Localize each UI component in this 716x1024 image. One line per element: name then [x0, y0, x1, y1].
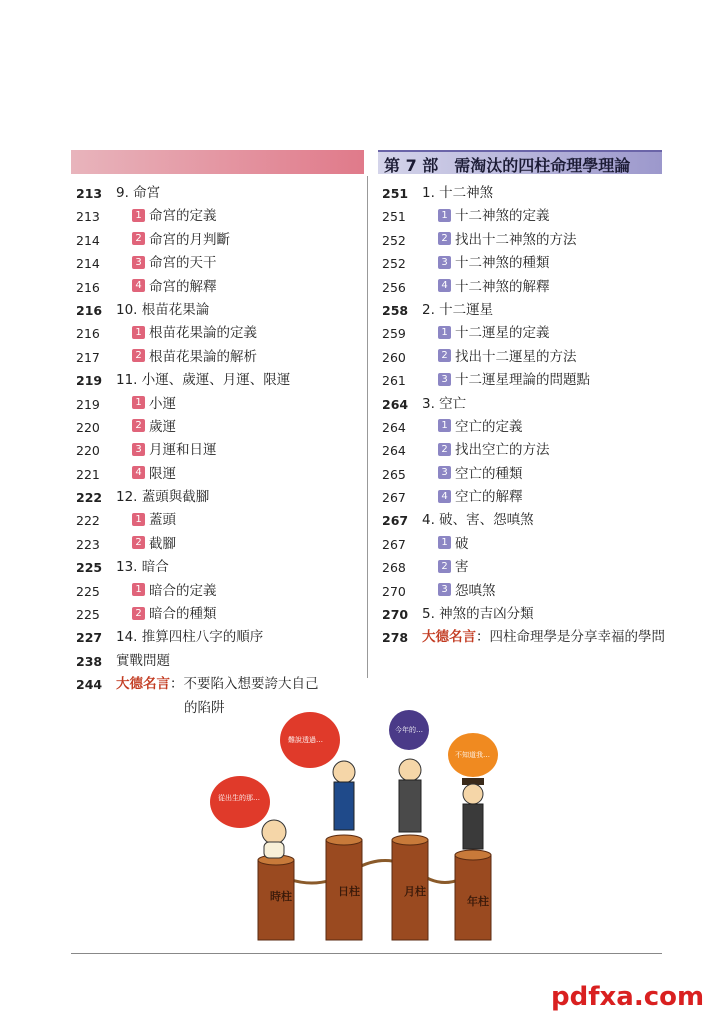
toc-section-row[interactable] — [382, 252, 672, 275]
section-number-badge: 4 — [132, 279, 145, 292]
section-entry — [438, 580, 496, 603]
page-number: 258 — [382, 302, 409, 318]
section-number-badge: 1 — [132, 513, 145, 526]
pillar-day-label: 日柱 — [338, 885, 360, 898]
toc-section-row[interactable] — [76, 346, 366, 369]
section-title: 小運 — [149, 395, 176, 412]
section-number-badge: 4 — [438, 279, 451, 292]
toc-section-row[interactable] — [76, 205, 366, 228]
section-number-badge: 2 — [132, 232, 145, 245]
right-toc-column — [382, 182, 672, 650]
toc-section-row[interactable] — [76, 603, 366, 626]
toc-section-row[interactable] — [382, 369, 672, 392]
section-entry — [132, 205, 217, 228]
section-title: 限運 — [149, 465, 176, 482]
section-entry — [132, 509, 176, 532]
quote-text-line2: 的陷阱 — [184, 699, 225, 716]
section-number-badge: 2 — [132, 349, 145, 362]
page-number: 225 — [76, 607, 100, 623]
toc-chapter-row[interactable] — [382, 393, 672, 416]
page-number: 216 — [76, 326, 100, 342]
section-number-badge: 2 — [132, 607, 145, 620]
toc-chapter-row[interactable] — [76, 369, 366, 392]
section-number-badge: 3 — [438, 256, 451, 269]
section-number-badge: 1 — [438, 209, 451, 222]
toc-chapter-row[interactable] — [382, 603, 672, 626]
section-title: 命宮的解釋 — [149, 278, 217, 295]
toc-chapter-row[interactable] — [382, 182, 672, 205]
page-number: 222 — [76, 490, 103, 506]
page-number: 252 — [382, 256, 406, 272]
section-number-badge: 3 — [132, 443, 145, 456]
section-entry — [438, 533, 469, 556]
section-number-badge: 3 — [438, 583, 451, 596]
section-entry — [438, 439, 550, 462]
pillar-month-label: 月柱 — [404, 885, 426, 898]
page-number: 221 — [76, 466, 100, 482]
page-number: 270 — [382, 583, 406, 599]
quote-label: 大德名言 — [116, 676, 170, 693]
section-entry — [132, 439, 217, 462]
page-number: 220 — [76, 419, 100, 435]
part-header-bar — [378, 150, 662, 174]
section-title: 蓋頭 — [149, 512, 176, 529]
section-title: 命宮的月判斷 — [149, 231, 230, 248]
section-number-badge: 1 — [132, 209, 145, 222]
section-number-badge: 2 — [438, 443, 451, 456]
page-number: 214 — [76, 232, 100, 248]
section-number-badge: 4 — [438, 490, 451, 503]
section-number-badge: 2 — [438, 232, 451, 245]
toc-section-row[interactable] — [382, 439, 672, 462]
page-number: 252 — [382, 232, 406, 248]
section-entry — [132, 533, 176, 556]
quote-text: ：四柱命理學是分享幸福的學問 — [476, 629, 665, 646]
page-number: 256 — [382, 279, 406, 295]
page-number: 216 — [76, 302, 103, 318]
page-number: 219 — [76, 373, 103, 389]
page-number: 259 — [382, 326, 406, 342]
section-title: 害 — [455, 559, 469, 576]
chapter-title: 3. 空亡 — [422, 395, 467, 412]
section-title: 十二運星理論的問題點 — [455, 372, 590, 389]
pillar-day — [326, 835, 362, 940]
section-title: 十二神煞的定義 — [455, 208, 550, 225]
section-number-badge: 1 — [132, 326, 145, 339]
section-title: 找出十二神煞的方法 — [455, 231, 577, 248]
section-title: 怨嗔煞 — [455, 582, 496, 599]
bubble-baby-text: 從出生的那… — [218, 794, 260, 802]
chapter-title: 14. 推算四柱八字的順序 — [116, 629, 264, 646]
section-entry — [132, 603, 217, 626]
page-number: 251 — [382, 209, 406, 225]
section-title: 空亡的定義 — [455, 418, 523, 435]
page-number: 270 — [382, 607, 409, 623]
page-number: 213 — [76, 186, 103, 201]
page-number: 268 — [382, 560, 406, 576]
toc-chapter-row[interactable] — [76, 182, 366, 205]
toc-section-row[interactable] — [76, 439, 366, 462]
pillar-year — [455, 850, 491, 940]
section-title: 根苗花果論的解析 — [149, 348, 257, 365]
section-number-badge: 3 — [438, 466, 451, 479]
toc-chapter-row[interactable] — [382, 509, 672, 532]
section-title: 月運和日運 — [149, 442, 217, 459]
section-number-badge: 2 — [438, 349, 451, 362]
quote-row[interactable] — [382, 626, 672, 649]
section-number-badge: 3 — [438, 373, 451, 386]
section-entry — [438, 369, 590, 392]
toc-chapter-row[interactable] — [76, 299, 366, 322]
section-entry — [438, 205, 550, 228]
toc-chapter-row[interactable] — [76, 650, 366, 673]
page-number: 222 — [76, 513, 100, 529]
page-number: 225 — [76, 583, 100, 599]
chapter-title: 5. 神煞的吉凶分類 — [422, 606, 534, 623]
section-entry — [132, 322, 257, 345]
businessman-figure — [399, 759, 421, 832]
section-entry — [438, 463, 523, 486]
section-entry — [438, 486, 523, 509]
watermark: pdfxa.com — [551, 982, 705, 1012]
section-title: 截腳 — [149, 535, 176, 552]
toc-section-row[interactable] — [382, 486, 672, 509]
pillar-year-label: 年柱 — [467, 895, 489, 908]
page-number: 227 — [76, 630, 103, 646]
toc-section-row[interactable] — [76, 580, 366, 603]
page-number: 267 — [382, 536, 406, 552]
chapter-title: 12. 蓋頭與截腳 — [116, 489, 210, 506]
toc-section-row[interactable] — [382, 416, 672, 439]
bubble-old-man-text: 不知道我… — [455, 751, 490, 759]
chapter-title: 13. 暗合 — [116, 559, 169, 576]
left-toc-column — [76, 182, 366, 720]
quote-text: ：不要陷入想要誇大自己 — [170, 676, 319, 693]
section-entry — [438, 346, 577, 369]
toc-section-row[interactable] — [76, 416, 366, 439]
page-number: 216 — [76, 279, 100, 295]
quote-entry — [422, 626, 665, 649]
section-title: 歲運 — [149, 418, 176, 435]
section-entry — [132, 229, 230, 252]
section-number-badge: 3 — [132, 256, 145, 269]
section-number-badge: 2 — [132, 536, 145, 549]
page-number: 238 — [76, 653, 103, 669]
toc-chapter-row[interactable] — [76, 556, 366, 579]
toc-chapter-row[interactable] — [382, 299, 672, 322]
toc-section-row[interactable] — [76, 463, 366, 486]
footer-rule — [71, 953, 662, 954]
page-number: 267 — [382, 513, 409, 529]
toc-section-row[interactable] — [382, 229, 672, 252]
bubble-baby — [210, 776, 270, 828]
pillar-hour — [258, 855, 294, 940]
part-title: 第 7 部 需淘汰的四柱命理學理論 — [384, 156, 631, 175]
chapter-title: 9. 命宮 — [116, 185, 161, 201]
toc-section-row[interactable] — [76, 252, 366, 275]
section-entry — [438, 416, 523, 439]
section-entry — [132, 393, 176, 416]
section-number-badge: 1 — [438, 326, 451, 339]
page-number: 264 — [382, 419, 406, 435]
quote-row[interactable] — [76, 673, 366, 696]
section-number-badge: 1 — [438, 536, 451, 549]
pillar-month — [392, 835, 428, 940]
page-number: 264 — [382, 396, 409, 412]
left-section-header-bar — [71, 150, 364, 174]
rope — [270, 860, 475, 883]
quote-label: 大德名言 — [422, 629, 476, 646]
chapter-title: 11. 小運、歲運、月運、限運 — [116, 372, 291, 389]
page-number: 223 — [76, 536, 100, 552]
bubble-businessman — [389, 710, 429, 750]
section-title: 十二神煞的解釋 — [455, 278, 550, 295]
section-title: 暗合的種類 — [149, 606, 217, 623]
fortune-pillars-illustration — [200, 710, 510, 945]
section-entry — [132, 252, 217, 275]
section-number-badge: 4 — [132, 466, 145, 479]
section-title: 根苗花果論的定義 — [149, 325, 257, 342]
section-number-badge: 1 — [132, 583, 145, 596]
page-number: 251 — [382, 186, 409, 201]
toc-chapter-row[interactable] — [76, 626, 366, 649]
section-title: 命宮的天干 — [149, 255, 217, 272]
section-entry — [132, 463, 176, 486]
toc-section-row[interactable] — [76, 229, 366, 252]
quote-entry — [116, 673, 319, 696]
section-title: 找出十二運星的方法 — [455, 348, 577, 365]
section-number-badge: 1 — [132, 396, 145, 409]
page-number: 278 — [382, 630, 409, 646]
section-title: 十二神煞的種類 — [455, 255, 550, 272]
page-number: 244 — [76, 677, 103, 693]
section-entry — [132, 346, 257, 369]
bubble-young-man — [280, 712, 340, 768]
section-title: 空亡的解釋 — [455, 489, 523, 506]
toc-section-row[interactable] — [382, 556, 672, 579]
chapter-title: 2. 十二運星 — [422, 301, 494, 318]
section-entry — [438, 252, 550, 275]
page-number: 214 — [76, 256, 100, 272]
toc-section-row[interactable] — [76, 533, 366, 556]
bubble-old-man — [448, 733, 498, 777]
toc-section-row[interactable] — [382, 205, 672, 228]
chapter-title: 1. 十二神煞 — [422, 185, 494, 201]
page-number: 265 — [382, 466, 406, 482]
baby-figure — [262, 820, 286, 858]
page-number: 219 — [76, 396, 100, 412]
section-entry — [132, 580, 217, 603]
toc-chapter-row[interactable] — [76, 486, 366, 509]
column-divider — [367, 176, 368, 678]
toc-section-row[interactable] — [76, 276, 366, 299]
page-number: 264 — [382, 443, 406, 459]
pillar-hour-label: 時柱 — [270, 890, 292, 903]
page-number: 217 — [76, 349, 100, 365]
page-number: 260 — [382, 349, 406, 365]
section-entry — [438, 556, 469, 579]
section-number-badge: 2 — [438, 560, 451, 573]
young-man-figure — [333, 761, 355, 830]
toc-section-row[interactable] — [382, 533, 672, 556]
page-number: 267 — [382, 490, 406, 506]
chapter-title: 實戰問題 — [116, 652, 170, 669]
old-man-figure — [462, 778, 484, 849]
section-title: 命宮的定義 — [149, 208, 217, 225]
toc-section-row[interactable] — [76, 322, 366, 345]
toc-section-row[interactable] — [382, 322, 672, 345]
toc-section-row[interactable] — [76, 509, 366, 532]
section-entry — [438, 276, 550, 299]
toc-section-row[interactable] — [76, 393, 366, 416]
section-title: 暗合的定義 — [149, 582, 217, 599]
page-number: 220 — [76, 443, 100, 459]
page-number: 225 — [76, 560, 103, 576]
section-title: 找出空亡的方法 — [455, 442, 550, 459]
bubble-young-man-text: 難說透過… — [288, 736, 323, 744]
section-entry — [438, 322, 550, 345]
toc-section-row[interactable] — [382, 276, 672, 299]
toc-section-row[interactable] — [382, 346, 672, 369]
toc-section-row[interactable] — [382, 463, 672, 486]
section-title: 十二運星的定義 — [455, 325, 550, 342]
page-number: 261 — [382, 373, 406, 389]
section-entry — [132, 416, 176, 439]
chapter-title: 10. 根苗花果論 — [116, 301, 210, 318]
bubble-businessman-text: 今年的… — [395, 726, 423, 734]
section-title: 破 — [455, 535, 469, 552]
page-number: 213 — [76, 209, 100, 225]
chapter-title: 4. 破、害、怨嗔煞 — [422, 512, 534, 529]
section-number-badge: 1 — [438, 419, 451, 432]
toc-section-row[interactable] — [382, 580, 672, 603]
section-entry — [132, 276, 217, 299]
section-entry — [438, 229, 577, 252]
section-number-badge: 2 — [132, 419, 145, 432]
section-title: 空亡的種類 — [455, 465, 523, 482]
